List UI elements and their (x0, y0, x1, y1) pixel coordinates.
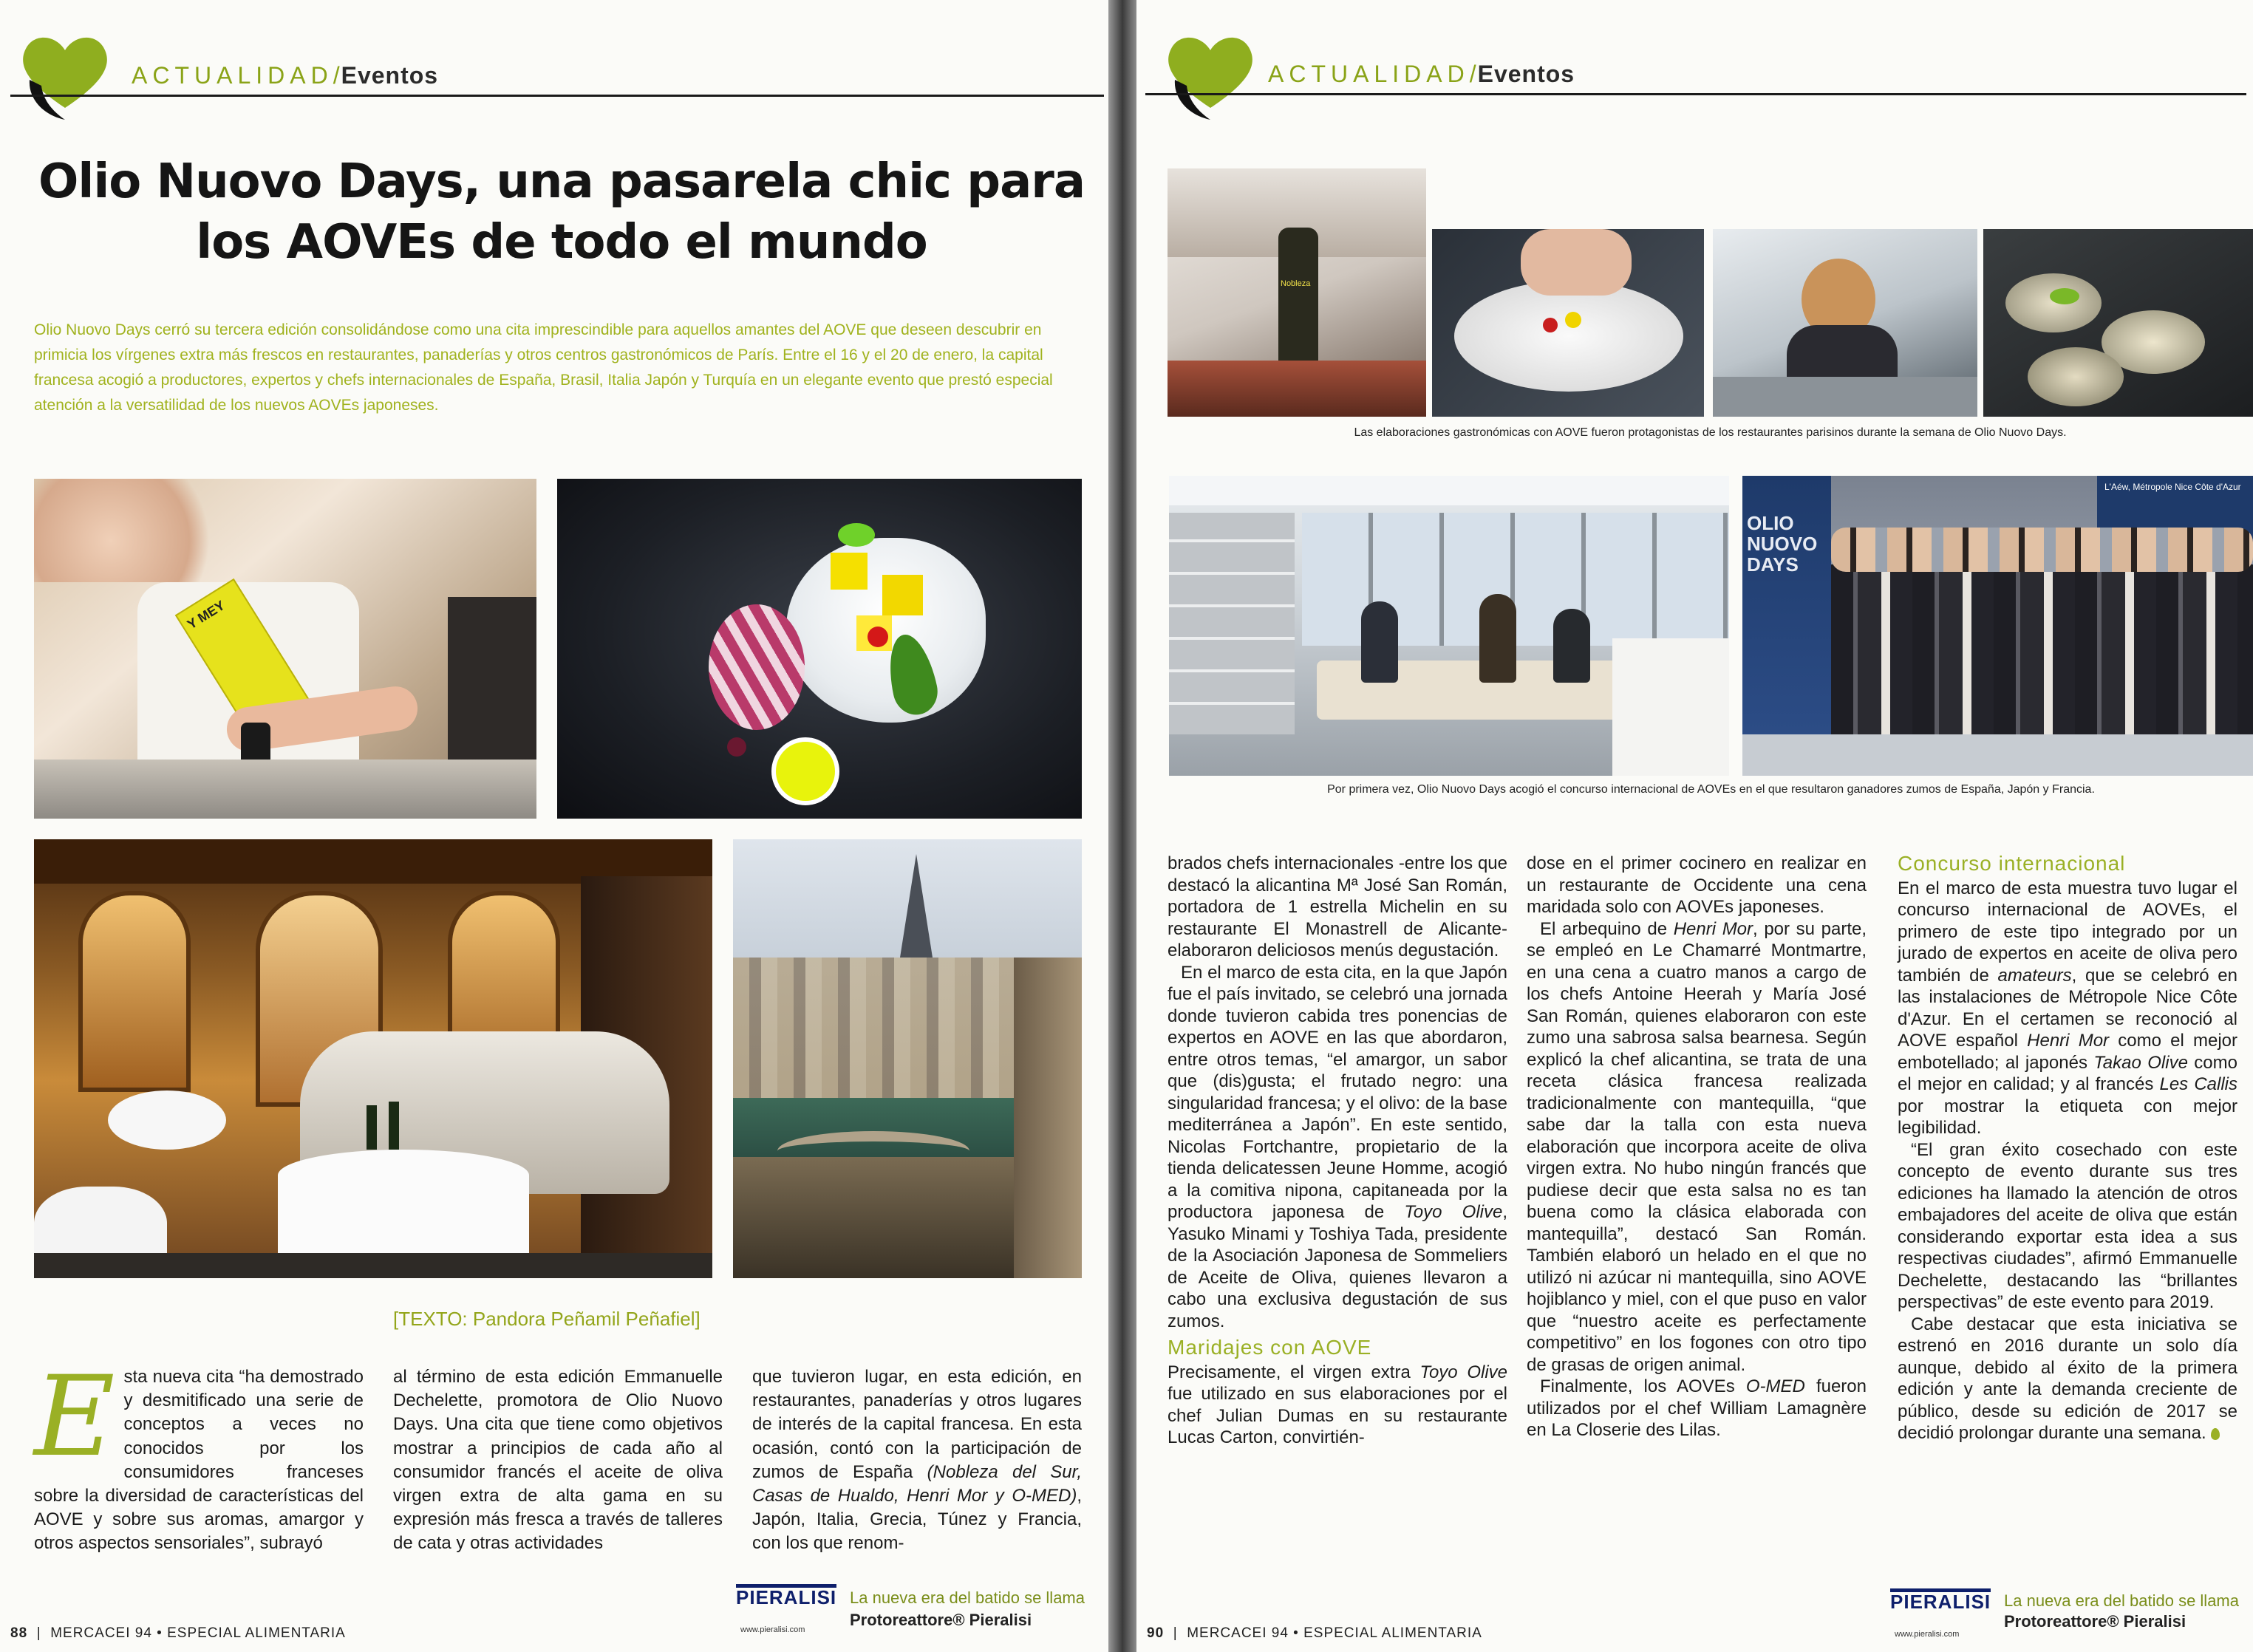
photo-restaurant-interior (34, 839, 712, 1278)
right-col3-para1: En el marco de esta muestra tuvo lugar el concurso internacional de AOVEs, el primero de este tipo integrado por un jurado de expertos en aceite de oliva pero también de amateurs, que se celebró en las instalaciones de Métropole Nice Côte d'Azur. En el certamen se reconoció al AOVE español Henri Mor como el mejor embotellado; al japonés Takao Olive como el mejor en calidad; y al francés Les Callis por mostrar la etiqueta con mejor legibilidad. (1898, 878, 2237, 1138)
photo-kitchen-bottle (1168, 168, 1426, 417)
header-rule (1145, 93, 2246, 95)
eiffel-tower-icon (900, 854, 933, 958)
ad-product: Protoreattore® Pieralisi (2004, 1612, 2186, 1631)
right-col1-para2: En el marco de esta cita, en la que Japón fue el país invitado, se celebró una jornada donde tuvieron cabida tres ponencias de expertos en AOVE en las que abordaron, entre otros temas, “el amargor, un sabor que (dis)gusta; el frutado negro: una singularidad francesa; y el olivo: de la base mediterránea a Japón”. En este sentido, Nicolas Fortchantre, propietario de la tienda delicatessen Jeune Homme, acogió a la comitiva nipona, capitaneada por la productora japonesa de Toyo Olive, Yasuko Minami y Toshiya Tada, presidente de la Asociación Japonesa de Sommeliers de Aceite de Oliva, quienes llevaron a cabo una exclusiva degustación de sus zumos. (1168, 962, 1508, 1331)
left-page (0, 0, 1108, 1652)
ad-tagline: La nueva era del batido se llama (2004, 1591, 2239, 1610)
right-col2-para3: Finalmente, los AOVEs O-MED fueron utilizados por el chef William Lamagnère en La Closerie des Lilas. (1527, 1376, 1867, 1440)
photo-award-winners (1742, 476, 2253, 776)
right-column-1 (1168, 853, 1507, 1449)
photo-plating-hands (1432, 229, 1704, 417)
photo-chef-tasting (1713, 229, 1977, 417)
right-col3-para2: “El gran éxito cosechado con este concepto de evento durante sus tres ediciones ha llamado la atención de otros embajadores del aceite de oliva que están considerando exportar esta idea a sus respectivas ciudades”, afirmó Emmanuelle Dechelette, destacando las “brillantes perspectivas” de este evento para 2019. (1898, 1139, 2237, 1312)
caption-middle-photos: Por primera vez, Olio Nuovo Days acogió el concurso internacional de AOVEs en el que resultaron ganadores zumos de España, Japón y Francia. (1327, 783, 2095, 796)
olive-drop-icon (2211, 1428, 2220, 1440)
left-column-2: al término de esta edición Emmanuelle Dechelette, promotora de Olio Nuovo Days. Una cita que tiene como objetivos mostrar a principios de cada año al consumidor francés el aceite de oliva virgen extra de alta gama en su expresión más fresca a través de talleres de cata y otras actividades (393, 1367, 723, 1554)
caption-top-photos: Las elaboraciones gastronómicas con AOVE fueron protagonistas de los restaurantes parisinos durante la semana de Olio Nuovo Days. (1354, 426, 2067, 439)
pieralisi-logo: PIERALISI (736, 1584, 836, 1607)
photo-oil-pouring (34, 479, 536, 819)
heart-logo-icon (1159, 28, 1262, 124)
left-col3-text-b: , Japón, Italia, Grecia, Túnez y Francia, con los que renom- (752, 1486, 1082, 1554)
ad-tagline: La nueva era del batido se llama (850, 1588, 1085, 1607)
page-number: 90 (1147, 1625, 1165, 1641)
left-advertisement (736, 1584, 1105, 1643)
footer-text: MERCACEI 94 • ESPECIAL ALIMENTARIA (50, 1625, 346, 1641)
article-lead: Olio Nuovo Days cerró su tercera edición consolidándose como una cita imprescindible para aquellos amantes del AOVE que deseen descubrir en primicia los vírgenes extra más frescos en restaurantes, panaderías y otros centros gastronómicos de París. Entre el 16 y el 20 de enero, la capital francesa acogió a productores, expertos y chefs internacionales de España, Brasil, Italia Japón y Turquía en un elegante evento que prestó especial atención a la versatilidad de los nuevos AOVEs japoneses. (34, 321, 1053, 414)
header-rule (10, 95, 1104, 97)
photo-tasting-room (1169, 476, 1729, 776)
right-page (1136, 0, 2253, 1652)
right-col1-para3: Precisamente, el virgen extra Toyo Olive fue utilizado en sus elaboraciones por el chef Julian Dumas en su restaurante Lucas Carton, convirtién- (1168, 1362, 1508, 1447)
right-col3-para3: Cabe destacar que esta iniciativa se estrenó en 2016 durante un solo día aunque, debido al éxito de la primera edición y ante la demanda creciente de público, desde su edición de 2017 se decidió prolongar durante una semana. (1898, 1314, 2237, 1443)
sponsor-banner: L'Aéw, Métropole Nice Côte d'Azur (2104, 482, 2241, 492)
subhead-maridajes: Maridajes con AOVE (1168, 1336, 1372, 1359)
ad-url: www.pieralisi.com (1895, 1630, 1960, 1639)
photo-plated-dish (557, 479, 1082, 819)
right-col1-para1: brados chefs internacionales -entre los que destacó la alicantina Mª José San Román, portadora de 1 estrella Michelin en su restaurante El Monastrell de Alicante- elaboraron deliciosos menús degustación. (1168, 853, 1507, 960)
right-col2-para2: El arbequino de Henri Mor, por su parte, se empleó en Le Chamarré Montmartre, en una cena a cuatro manos a cargo de los chefs Antoine Heerah y María José San Román, quienes elaboraron con este zumo una sabrosa salsa bearnesa. Según explicó la chef alicantina, se trata de una receta clásica francesa realizada tradicionalmente con mantequilla, “que sabe dar la talla con esta nueva elaboración que incorpora aceite de oliva virgen extra. No hubo ningún francés que pudiese decir que esta salsa no es tan buena como la clásica elaborada con mantequilla”, destacó San Román. También elaboró un helado en el que no utilizó ni azúcar ni mantequilla, sino AOVE hojiblanco y miel, con el que puso en valor que “nuestro aceite es perfectamente competitivo” en los fogones con otro tipo de grasas de origen animal. (1527, 918, 1867, 1375)
olio-nuovo-banner: OLIO NUOVO DAYS (1747, 512, 1818, 576)
pieralisi-logo: PIERALISI (1890, 1588, 1991, 1611)
left-column-1 (34, 1353, 364, 1556)
dropcap: E (34, 1353, 115, 1481)
ad-product: Protoreattore® Pieralisi (850, 1611, 1032, 1629)
photo-paris-view (733, 839, 1082, 1278)
footer-text: MERCACEI 94 • ESPECIAL ALIMENTARIA (1187, 1625, 1482, 1641)
left-col3-emphasis: (Nobleza del Sur, Casas de Hualdo, Henri Mor y O-MED) (752, 1461, 1082, 1506)
right-column-3 (1898, 853, 2237, 1444)
right-column-2 (1527, 853, 1867, 1441)
left-footer: 88 | MERCACEI 94 • ESPECIAL ALIMENTARIA (10, 1625, 346, 1641)
ad-url: www.pieralisi.com (740, 1625, 805, 1634)
left-col1-text: sta nueva cita “ha demostrado y desmitificado una serie de conceptos a veces no conocidos por los consumidores franceses sobre la diversidad de características del AOVE y sobre sus aromas, amargor y otros aspectos sensoriales”, subrayó (34, 1367, 364, 1554)
page-number: 88 (10, 1625, 28, 1641)
can-label: Y MEY (184, 598, 228, 632)
subhead-concurso: Concurso internacional (1898, 852, 2126, 875)
right-footer: 90 | MERCACEI 94 • ESPECIAL ALIMENTARIA (1147, 1625, 1482, 1641)
page-gutter (1108, 0, 1136, 1652)
article-headline: Olio Nuovo Days, una pasarela chic para los AOVEs de todo el mundo (38, 154, 1085, 270)
oil-bottle (1278, 228, 1318, 375)
left-col3-text-a: que tuvieron lugar, en esta edición, en restaurantes, panaderías y otros lugares de interés de la capital francesa. En esta ocasión, contó con la participación de zumos de España (752, 1367, 1082, 1482)
bottle-label: Nobleza (1281, 279, 1311, 288)
section-label: ACTUALIDAD/Eventos (132, 62, 439, 89)
right-col2-para1: dose en el primer cocinero en realizar en un restaurante de Occidente una cena maridada solo con AOVEs japoneses. (1527, 853, 1867, 917)
section-label: ACTUALIDAD/Eventos (1268, 61, 1575, 87)
author-credit: [TEXTO: Pandora Peñamil Peñafiel] (393, 1308, 701, 1330)
photo-oysters (1983, 229, 2253, 417)
right-advertisement (1890, 1588, 2253, 1648)
left-column-3 (752, 1365, 1082, 1556)
heart-logo-icon (13, 28, 117, 124)
